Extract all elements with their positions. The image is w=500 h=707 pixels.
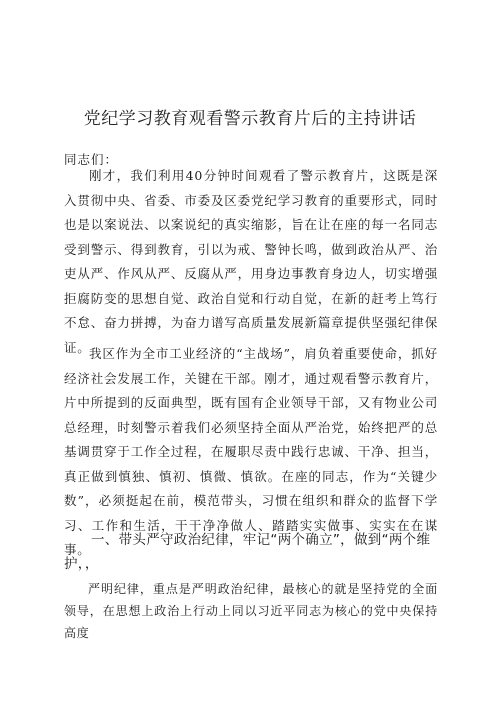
document-title: 党纪学习教育观看警示教育片后的主持讲话	[83, 109, 417, 130]
salutation: 同志们：	[64, 152, 119, 167]
section-1-paragraph: 严明纪律，重点是严明政治纪律，最核心的就是坚持党的全面领导，在思想上政治上行动上同以习近平同志为核心的党中央保持高度	[64, 582, 438, 640]
paragraph-1: 刚才，我们利用40分钟时间观看了警示教育片，这既是深入贯彻中央、省委、市委及区委党纪学习教育的重要形式，同时也是以案说法、以案说纪的真实缩影，旨在让在座的每一名同志受到警示、得到教育，引以为戒、警钟长鸣，做到政治从严、治吏从严、作风从严、反腐从严，用身边事教育身边人，切实增强拒腐防变的思想自觉、政治自觉和行动自觉，在新的赶考上笃行不怠、奋力拼搏，为奋力谱写高质量发展新篇章提供坚强纪律保证。	[64, 168, 438, 355]
section-heading-1: 一、带头严守政治纪律，牢记“两个确立”，做到“两个维护，，	[64, 532, 431, 572]
paragraph-2: 我区作为全市工业经济的“主战场”，肩负着重要使命，抓好经济社会发展工作，关键在干部。刚才，通过观看警示教育片，片中所提到的反面典型，既有国有企业领导干部，又有物业公司总经理，时刻警示着我们必须坚持全面从严治党，始终把严的总基调贯穿于工作全过程，在履职尽责中践行忠诚、干净、担当，真正做到慎独、慎初、慎微、慎欲。在座的同志，作为“关键少数”，必须挺起在前，模范带头，习惯在组织和群众的监督下学习、工作和生活，干干净净做人、踏踏实实做事、实实在在谋事。	[64, 346, 438, 557]
